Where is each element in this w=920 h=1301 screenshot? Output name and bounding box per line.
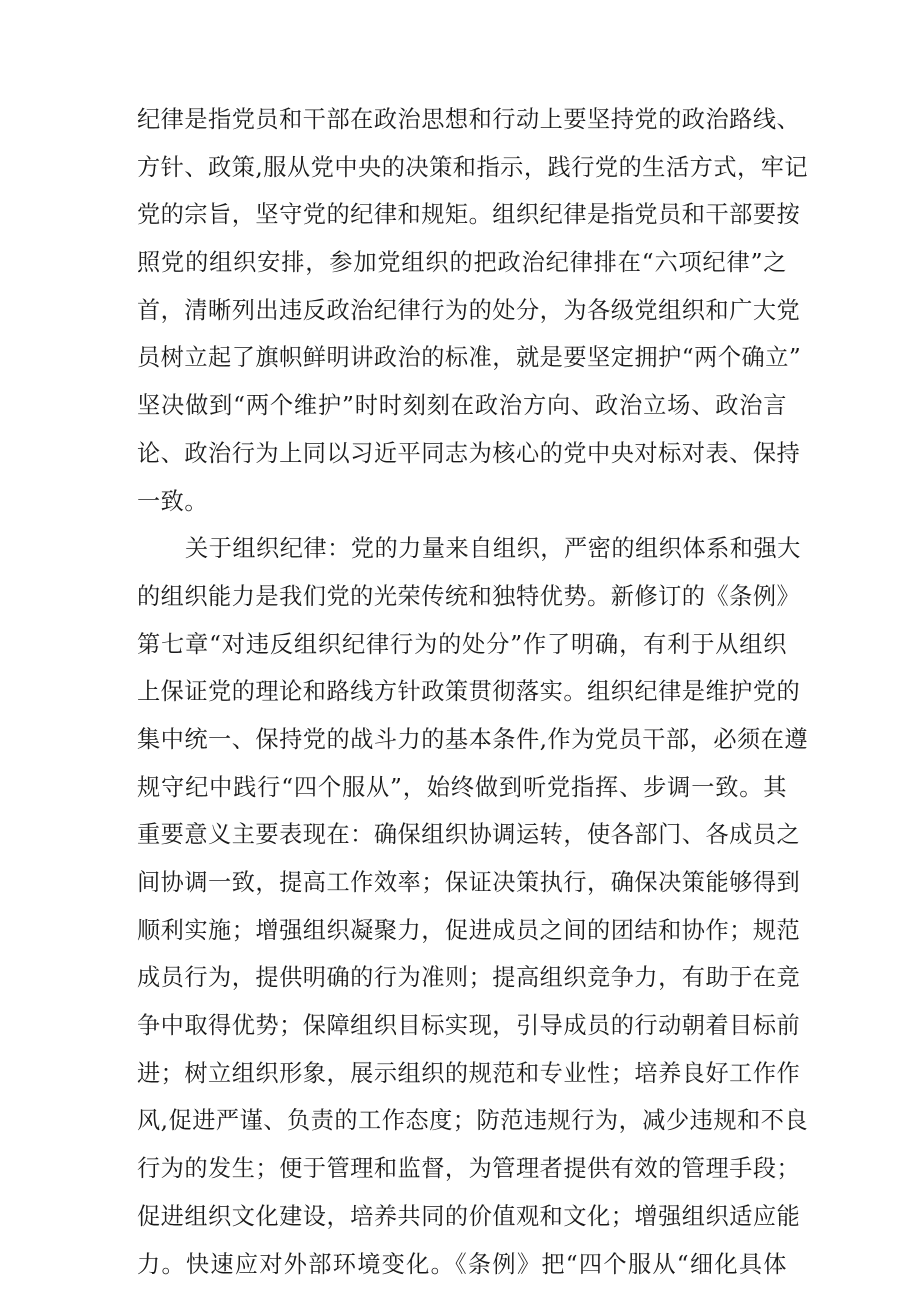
text-line: 进；树立组织形象，展示组织的规范和专业性；培养良好工作作 [137, 1059, 801, 1087]
text-line: 集中统一、保持党的战斗力的基本条件,作为党员干部，必须在遵 [137, 725, 809, 753]
text-line: 论、政治行为上同以习近平同志为核心的党中央对标对表、保持 [137, 439, 801, 467]
text-line: 纪律是指党员和干部在政治思想和行动上要坚持党的政治路线、 [137, 106, 801, 133]
text-line: 坚决做到“两个维护”时时刻刻在政治方向、政治立场、政治言 [137, 392, 787, 420]
text-line: 力。快速应对外部环境变化。《条例》把“四个服从“细化具体 [137, 1250, 787, 1278]
text-line: 间协调一致，提高工作效率；保证决策执行，确保决策能够得到 [137, 869, 801, 896]
text-line: 方针、政策,服从党中央的决策和指示，践行党的生活方式，牢记 [137, 153, 809, 181]
text-line: 的组织能力是我们党的光荣传统和独特优势。新修订的《条例》 [137, 582, 801, 610]
text-line: 员树立起了旗帜鲜明讲政治的标准，就是要坚定拥护“两个确立” [137, 344, 802, 372]
text-line: 党的宗旨，坚守党的纪律和规矩。组织纪律是指党员和干部要按 [137, 201, 801, 229]
text-line: 行为的发生；便于管理和监督，为管理者提供有效的管理手段； [137, 1155, 801, 1183]
text-line: 重要意义主要表现在：确保组织协调运转，使各部门、各成员之 [137, 821, 801, 849]
text-line: 争中取得优势；保障组织目标实现，引导成员的行动朝着目标前 [137, 1012, 801, 1040]
text-line: 上保证党的理论和路线方针政策贯彻落实。组织纪律是维护党的 [137, 678, 801, 706]
text-line: 一致。 [137, 487, 209, 515]
paragraph-political-discipline [137, 96, 809, 525]
text-line: 照党的组织安排，参加党组织的把政治纪律排在“六项纪律”之 [137, 249, 787, 277]
text-line: 首，清晰列出违反政治纪律行为的处分，为各级党组织和广大党 [137, 296, 801, 324]
text-line: 风,促进严谨、负责的工作态度；防范违规行为，减少违规和不良 [137, 1107, 809, 1135]
text-line: 第七章“对违反组织纪律行为的处分”作了明确，有利于从组织 [137, 630, 787, 658]
text-line: 促进组织文化建设，培养共同的价值观和文化；增强组织适应能 [137, 1202, 801, 1230]
text-line: 顺利实施；增强组织凝聚力，促进成员之间的团结和协作；规范 [137, 916, 801, 944]
text-line: 关于组织纪律：党的力量来自组织，严密的组织体系和强大 [185, 535, 801, 563]
document-body [137, 96, 809, 1288]
text-line: 成员行为，提供明确的行为准则；提高组织竞争力，有助于在竞 [137, 964, 801, 992]
paragraph-organizational-discipline [137, 525, 809, 1288]
text-line: 规守纪中践行“四个服从”，始终做到听党指挥、步调一致。其 [137, 773, 787, 801]
